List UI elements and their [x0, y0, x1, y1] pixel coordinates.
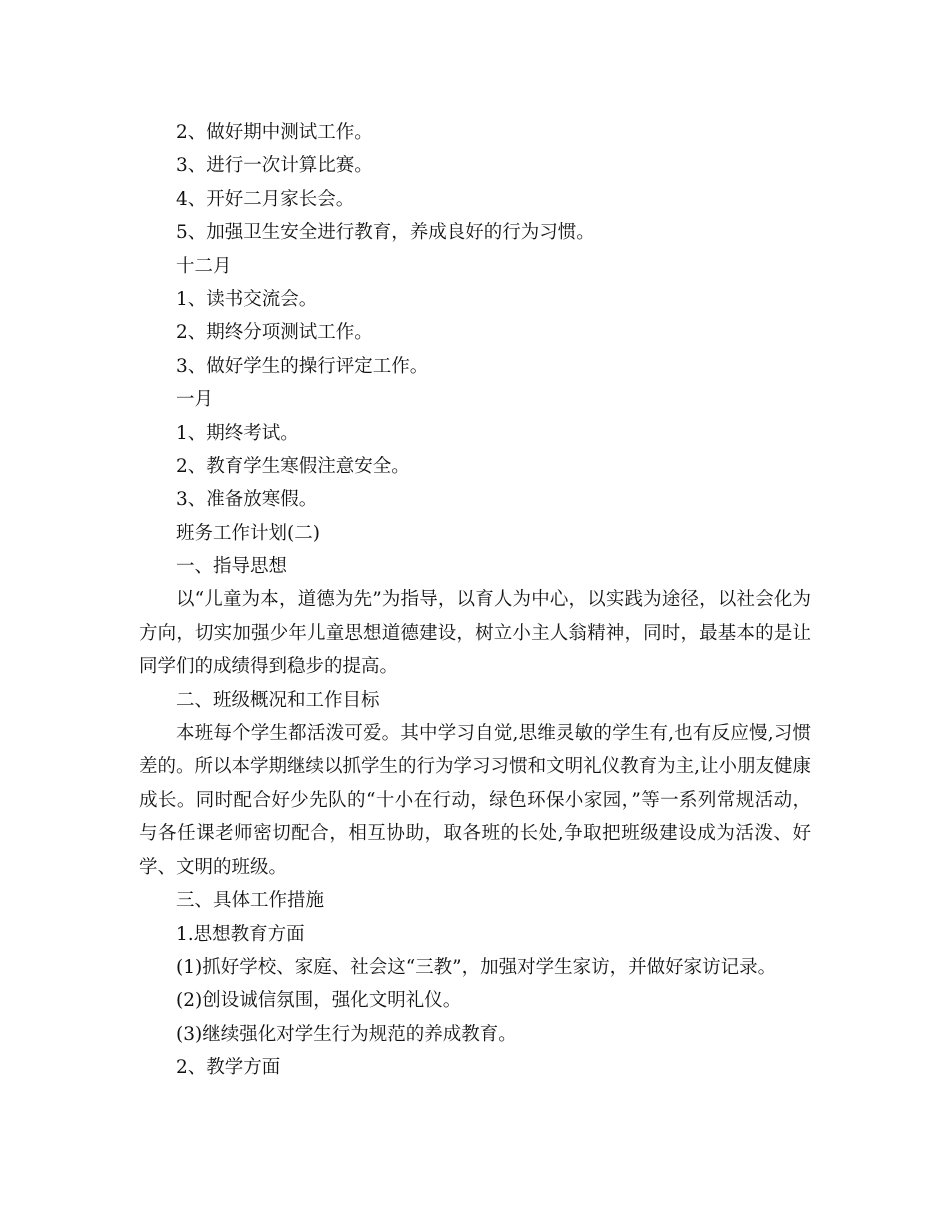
subsection-heading: 1.思想教育方面: [176, 923, 305, 945]
list-item: 3、进行一次计算比赛。: [176, 155, 373, 177]
list-item: 1、期终考试。: [176, 422, 299, 444]
list-item: 2、期终分项测试工作。: [176, 322, 373, 344]
list-item: 3、准备放寒假。: [176, 489, 318, 511]
list-item: 2、做好期中测试工作。: [176, 122, 373, 143]
list-item: (2)创设诚信氛围，强化文明礼仪。: [176, 990, 462, 1012]
list-item: (1)抓好学校、家庭、社会这“三教”，加强对学生家访，并做好家访记录。: [176, 956, 777, 978]
document-body: [139, 116, 811, 1084]
section-heading: 一、指导思想: [176, 556, 288, 578]
list-item: 5、加强卫生安全进行教育，养成良好的行为习惯。: [176, 222, 595, 244]
month-heading-january: 一月: [176, 389, 214, 411]
paragraph-guiding-thought: 以“儿童为本，道德为先”为指导，以育人为中心，以实践为途径，以社会化为方向，切实加强少年儿童思想道德建设，树立小主人翁精神，同时，最基本的是让同学们的成绩得到稳步的提高。: [139, 589, 811, 678]
list-item: 2、教育学生寒假注意安全。: [176, 455, 410, 477]
subsection-heading: 2、教学方面: [176, 1057, 281, 1079]
list-item: (3)继续强化对学生行为规范的养成教育。: [176, 1023, 517, 1045]
paragraph-class-overview: 本班每个学生都活泼可爱。其中学习自觉,思维灵敏的学生有,也有反应慢,习惯差的。所以本学期继续以抓学生的行为学习习惯和文明礼仪教育为主,让小朋友健康成长。同时配合好少先队的“十小在行动，绿色环保小家园，”等一系列常规活动，与各任课老师密切配合，相互协助，取各班的长处,争取把班级建设成为活泼、好学、文明的班级。: [139, 723, 811, 878]
list-item: 4、开好二月家长会。: [176, 188, 355, 210]
list-item: 1、读书交流会。: [176, 288, 318, 310]
section-heading: 二、班级概况和工作目标: [176, 689, 380, 711]
month-heading-december: 十二月: [176, 255, 232, 277]
section-title: 班务工作计划(二): [176, 522, 320, 544]
section-heading: 三、具体工作措施: [176, 890, 325, 912]
list-item: 3、做好学生的操行评定工作。: [176, 355, 429, 377]
